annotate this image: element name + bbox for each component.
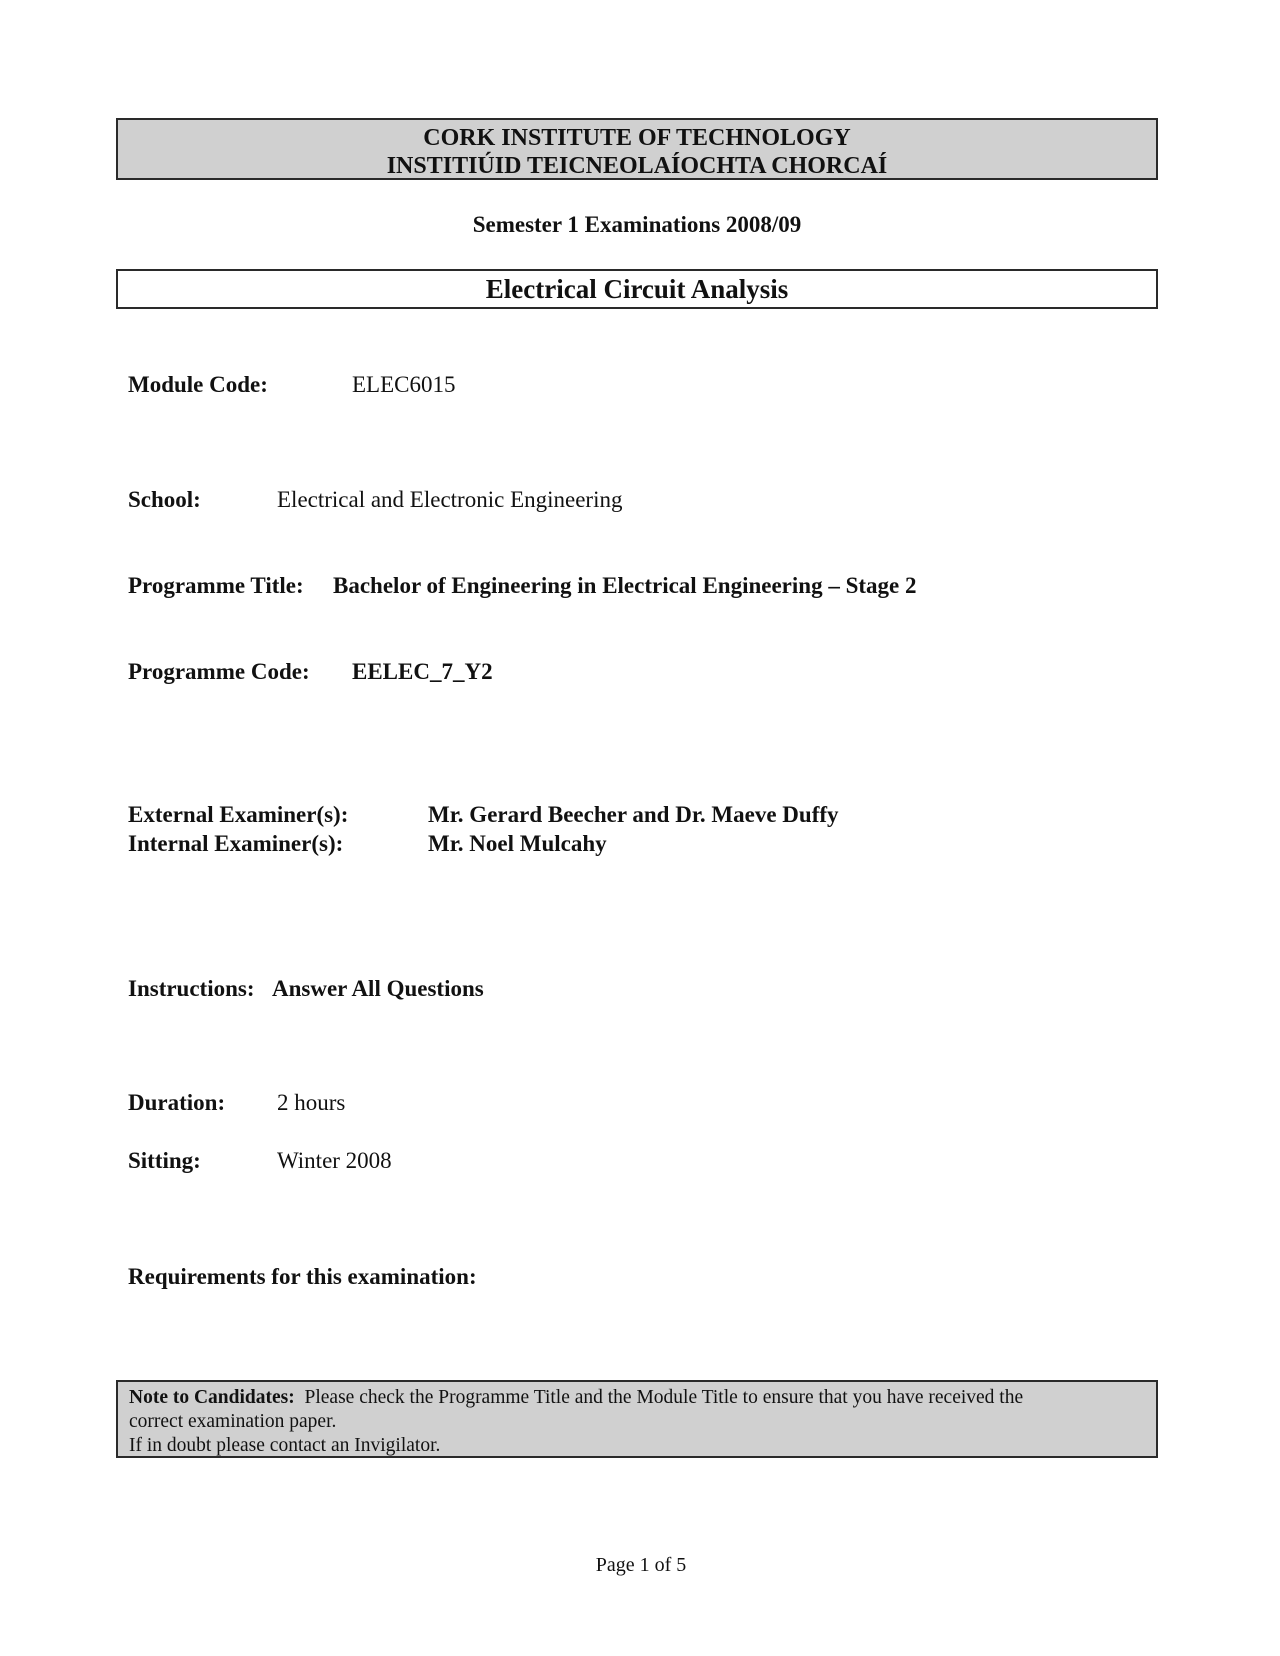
programme-code-value: EELEC_7_Y2 [352, 659, 493, 684]
module-code-value: ELEC6015 [352, 372, 456, 397]
requirements-label: Requirements for this examination: [128, 1264, 477, 1289]
module-code-label: Module Code: [128, 372, 268, 397]
external-examiners-label: External Examiner(s): [128, 802, 349, 827]
note-line-1 [129, 1386, 1146, 1410]
note-label: Note to Candidates: [129, 1387, 295, 1408]
sitting-label: Sitting: [128, 1148, 201, 1173]
instructions-value: Answer All Questions [272, 976, 484, 1001]
note-text-line-1: Please check the Programme Title and the Module Title to ensure that you have received the [304, 1387, 1024, 1408]
semester-heading: Semester 1 Examinations 2008/09 [472, 212, 802, 237]
note-text-line-2: correct examination paper. [129, 1411, 337, 1432]
module-title: Electrical Circuit Analysis [116, 269, 1158, 309]
institution-name-irish: INSTITIÚID TEICNEOLAÍOCHTA CHORCAÍ [386, 153, 888, 179]
institution-name-english: CORK INSTITUTE OF TECHNOLOGY [423, 125, 851, 151]
page-number: Page 1 of 5 [595, 1554, 687, 1576]
instructions-label: Instructions: [128, 976, 255, 1001]
institution-header-box [116, 118, 1158, 180]
sitting-value: Winter 2008 [277, 1148, 392, 1173]
note-to-candidates-box [116, 1380, 1158, 1458]
internal-examiners-value: Mr. Noel Mulcahy [428, 831, 607, 856]
duration-label: Duration: [128, 1090, 226, 1115]
note-text-line-3: If in doubt please contact an Invigilator. [129, 1435, 441, 1456]
external-examiners-value: Mr. Gerard Beecher and Dr. Maeve Duffy [428, 802, 839, 827]
school-value: Electrical and Electronic Engineering [277, 487, 623, 512]
programme-title-label: Programme Title: [128, 573, 304, 598]
duration-value: 2 hours [277, 1090, 346, 1115]
programme-code-label: Programme Code: [128, 659, 310, 684]
internal-examiners-label: Internal Examiner(s): [128, 831, 344, 856]
programme-title-value: Bachelor of Engineering in Electrical Engineering – Stage 2 [333, 573, 917, 598]
school-label: School: [128, 487, 201, 512]
